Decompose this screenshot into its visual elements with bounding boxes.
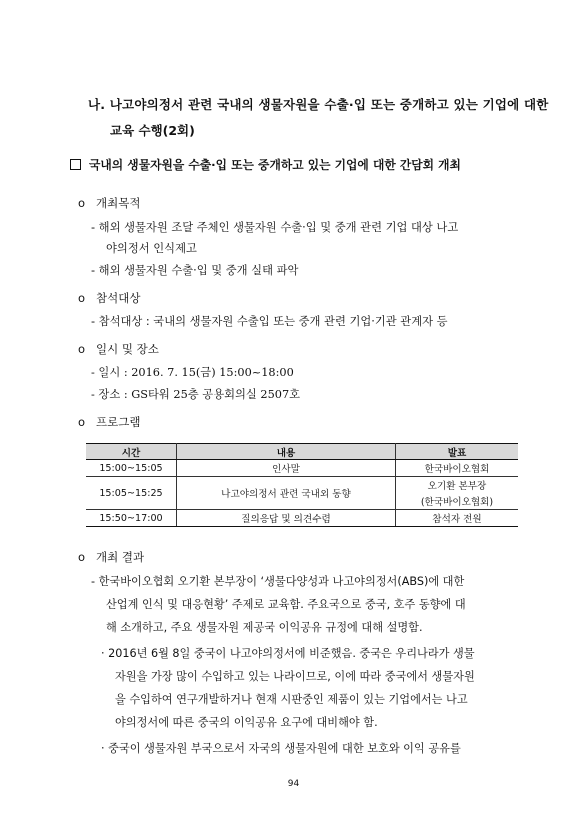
item-heading	[78, 195, 140, 211]
item-heading-text: 참석대상	[96, 291, 141, 305]
table-row	[86, 477, 518, 494]
table-cell: 질의응답 및 의견수렴	[177, 510, 396, 527]
list-line: - 일시 : 2016. 7. 15(금) 15:00~18:00	[91, 366, 294, 379]
list-line: 을 수입하여 연구개발하거나 현재 시판중인 제품이 있는 기업에서는 나고	[115, 693, 468, 706]
program-table	[86, 443, 518, 527]
item-heading	[78, 341, 159, 357]
table-cell: 나고야의정서 관련 국내외 동향	[177, 477, 396, 510]
section-title-continued: 교육 수행(2회)	[110, 123, 195, 138]
list-line: 야의정서에 따른 중국의 이익공유 요구에 대비해야 함.	[115, 716, 378, 729]
column-header: 시간	[86, 444, 177, 460]
list-line: - 해외 생물자원 수출·입 및 중개 실태 파악	[91, 264, 299, 277]
page-number: 94	[287, 779, 300, 789]
circle-bullet-icon: ο	[78, 291, 86, 305]
table-cell: 오기환 본부장	[396, 477, 519, 494]
table-cell: 15:05~15:25	[86, 477, 177, 510]
section-title: 나. 나고야의정서 관련 국내의 생물자원을 수출·입 또는 중개하고 있는 기업에 대한	[88, 97, 549, 112]
list-line: · 2016년 6월 8일 중국이 나고야의정서에 비준했음. 중국은 우리나라가 생물	[101, 647, 475, 660]
table-cell: 인사말	[177, 460, 396, 477]
circle-bullet-icon: ο	[78, 342, 86, 356]
table-row	[86, 510, 518, 527]
item-heading	[78, 290, 140, 306]
list-line: · 중국이 생물자원 부국으로서 자국의 생물자원에 대한 보호와 이익 공유를	[101, 742, 461, 755]
circle-bullet-icon: ο	[78, 415, 86, 429]
table-cell: 참석자 전원	[396, 510, 519, 527]
list-line: - 참석대상 : 국내의 생물자원 수출입 또는 중개 관련 기업·기관 관계자 등	[91, 315, 448, 328]
column-header: 발표	[396, 444, 519, 460]
table-cell: 15:00~15:05	[86, 460, 177, 477]
circle-bullet-icon: ο	[78, 196, 86, 210]
item-heading-text: 일시 및 장소	[96, 342, 159, 356]
table-header-row	[86, 444, 518, 460]
item-heading-text: 개최 결과	[96, 550, 145, 564]
list-line: - 해외 생물자원 조달 주체인 생물자원 수출·입 및 중개 관련 기업 대상 나고	[91, 221, 459, 234]
square-bullet-icon	[70, 159, 81, 170]
list-line: - 한국바이오협회 오기환 본부장이 ‘생물다양성과 나고야의정서(ABS)에 대한	[91, 575, 465, 588]
list-line: - 장소 : GS타워 25층 공용회의실 2507호	[91, 388, 301, 401]
item-heading-text: 개최목적	[96, 196, 141, 210]
table-cell: (한국바이오협회)	[396, 493, 519, 510]
table-cell: 한국바이오협회	[396, 460, 519, 477]
item-heading	[78, 549, 144, 565]
item-heading-text: 프로그램	[96, 415, 141, 429]
subsection-title-text: 국내의 생물자원을 수출·입 또는 중개하고 있는 기업에 대한 간담회 개최	[89, 158, 461, 172]
list-line: 자원을 가장 많이 수입하고 있는 나라이므로, 이에 따라 중국에서 생물자원	[115, 670, 475, 683]
table-row	[86, 460, 518, 477]
circle-bullet-icon: ο	[78, 550, 86, 564]
list-line: 야의정서 인식제고	[106, 242, 197, 255]
list-line: 해 소개하고, 주요 생물자원 제공국 이익공유 규정에 대해 설명함.	[106, 621, 423, 634]
list-line: 산업계 인식 및 대응현황’ 주제로 교육함. 주요국으로 중국, 호주 동향에 대	[106, 598, 466, 611]
item-heading	[78, 414, 140, 430]
subsection-title	[70, 156, 461, 173]
column-header: 내용	[177, 444, 396, 460]
table-cell: 15:50~17:00	[86, 510, 177, 527]
